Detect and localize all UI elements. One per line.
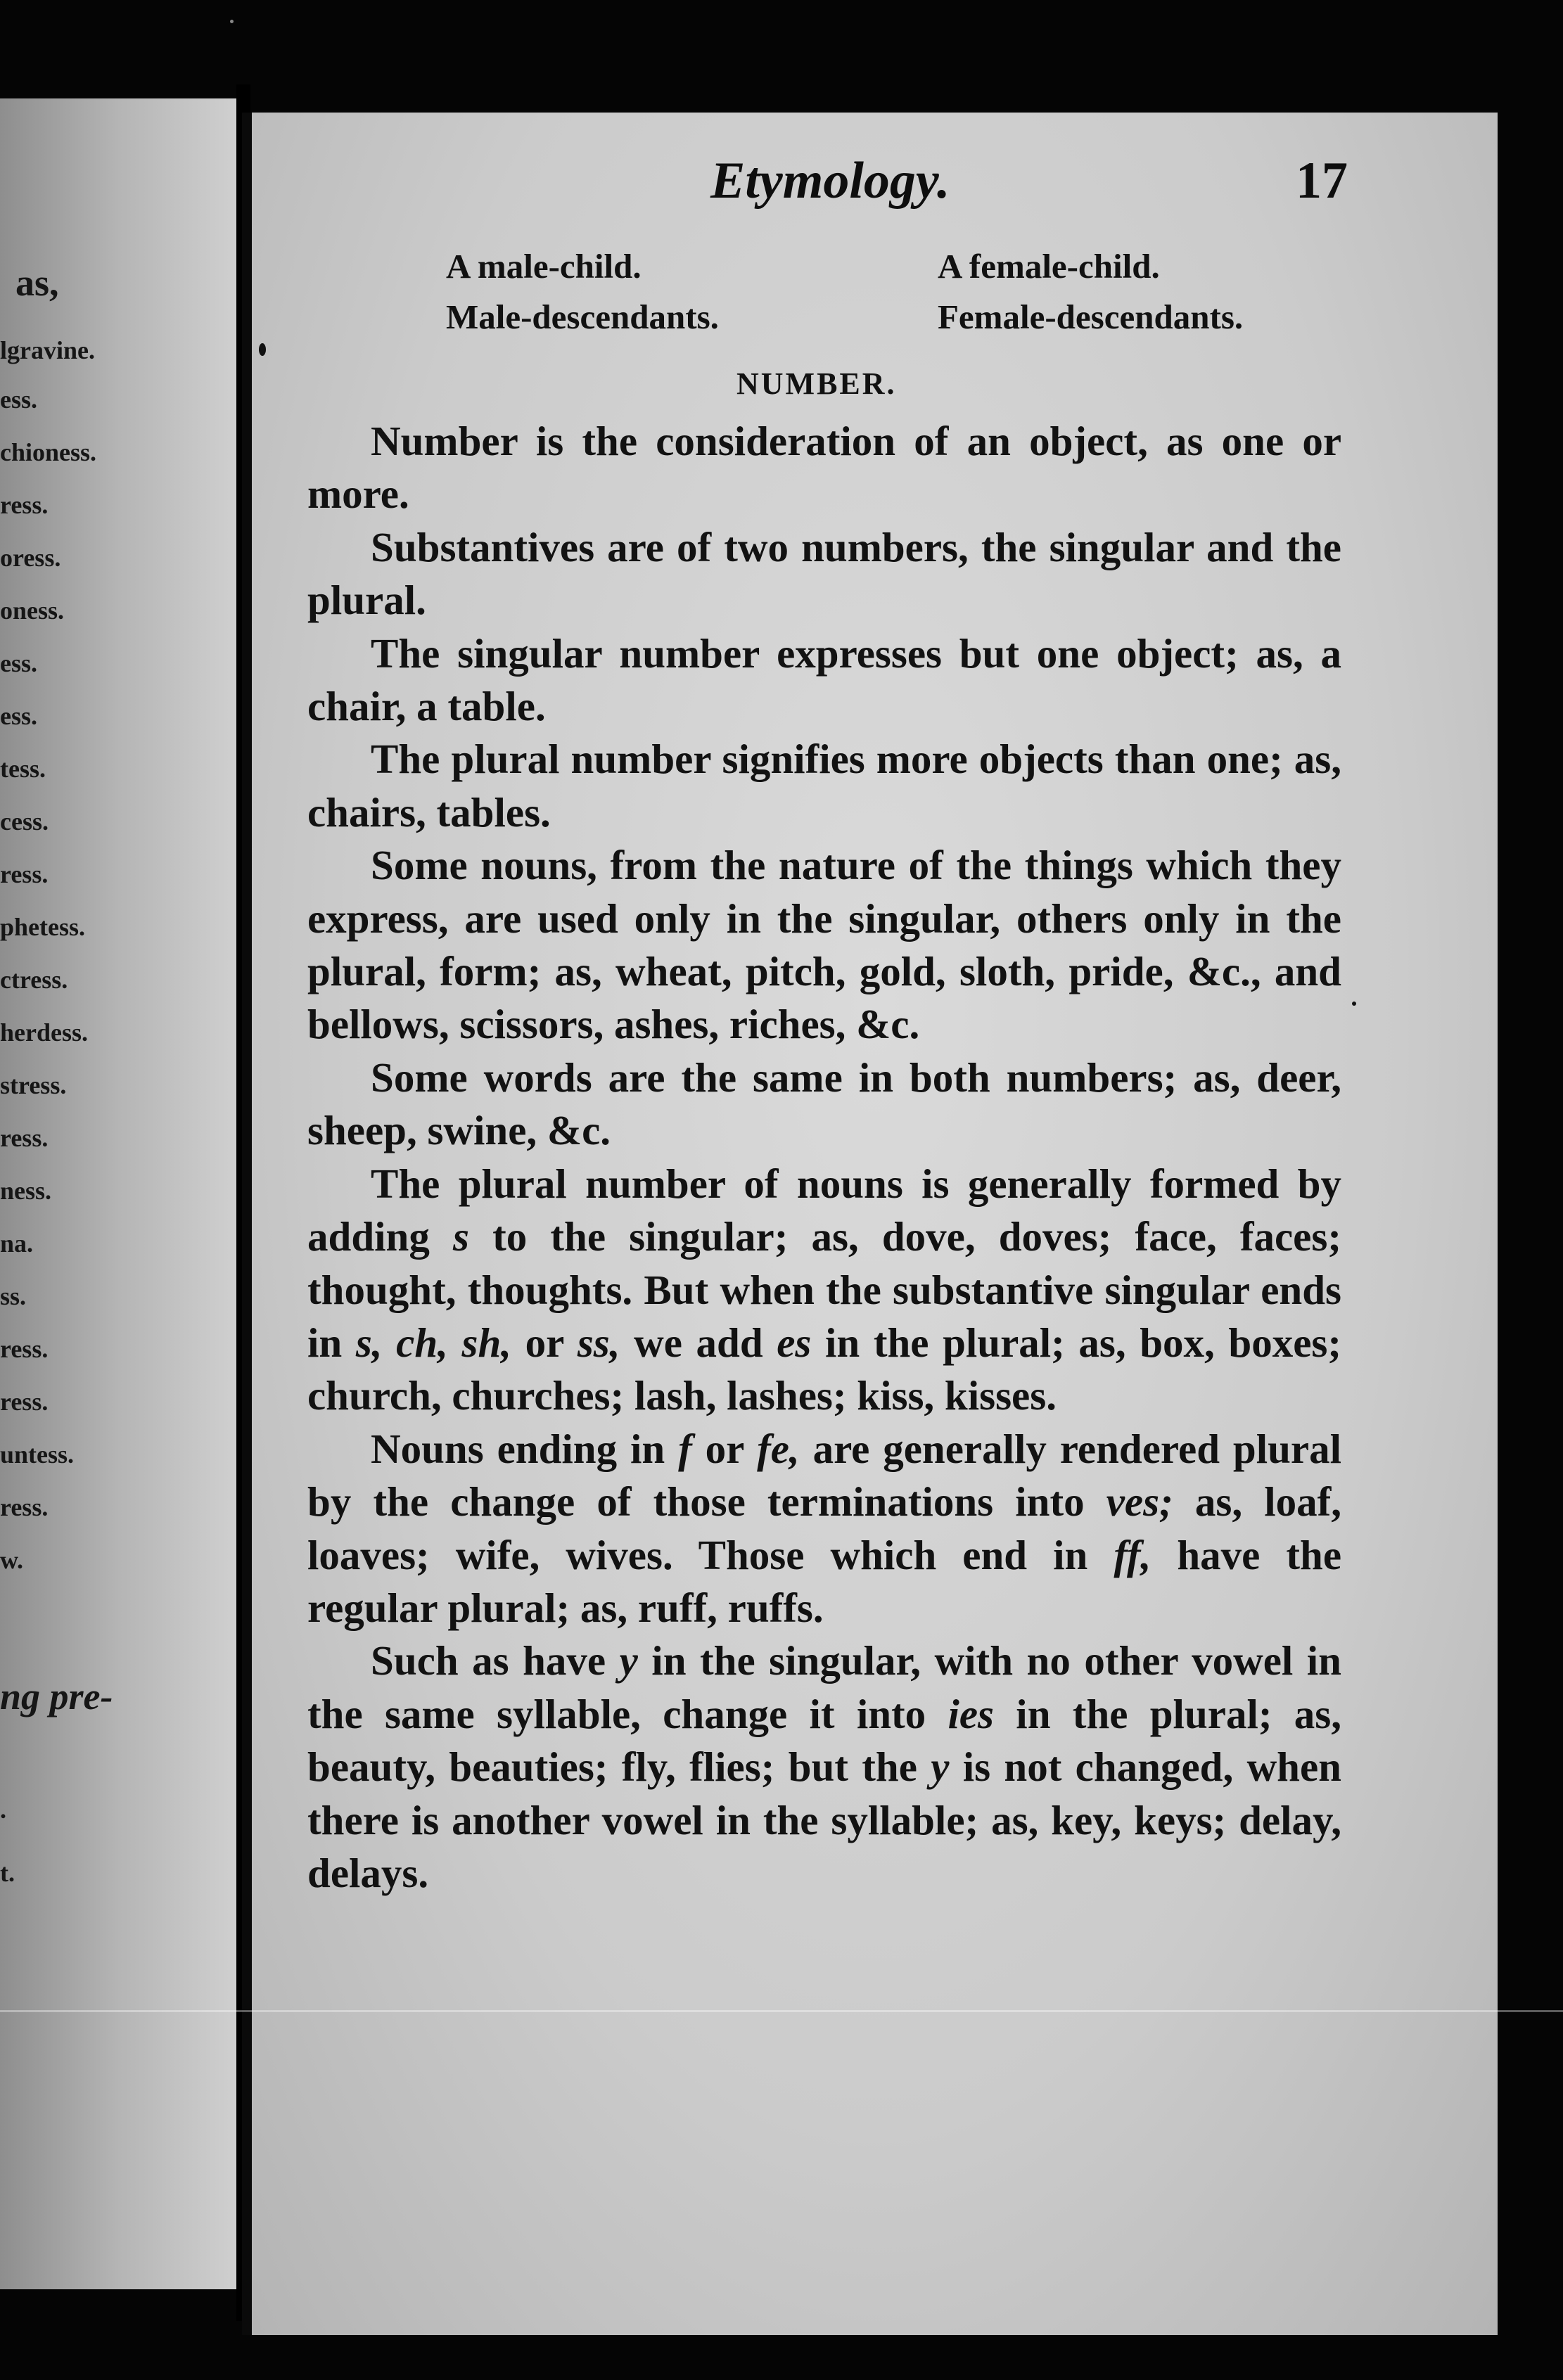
text-run: Nouns ending in [371, 1425, 679, 1472]
left-facing-page [0, 98, 239, 2289]
left-page-fragment: chioness. [0, 438, 97, 466]
text-run: Some words are the same in both numbers; as, deer, sheep, swine, &c. [307, 1054, 1341, 1154]
text-run: to the singular; as, dove, doves; face, faces; thought, thoughts. But when the substantive singular ends in [307, 1213, 1341, 1366]
left-page-fragment: w. [0, 1546, 24, 1574]
text-run: are generally rendered plural by the change of those terminations into [307, 1425, 1342, 1525]
text-run: as, loaf, loaves; wife, wives. Those which end in [307, 1478, 1341, 1578]
left-page-fragment: ctress. [0, 966, 68, 994]
italic-term: f [678, 1425, 692, 1472]
text-run: The singular number expresses but one object; as, a chair, a table. [307, 629, 1341, 730]
paragraph [307, 415, 1341, 521]
italic-term: ff, [1114, 1531, 1151, 1578]
ink-speck [259, 343, 266, 356]
left-page-fragment: ng pre- [0, 1675, 113, 1717]
left-page-fragment: oness. [0, 596, 65, 625]
left-page-fragment: ss. [0, 1282, 27, 1310]
italic-term: y [619, 1637, 638, 1684]
paragraph [307, 1634, 1341, 1900]
left-page-fragment: ess. [0, 649, 37, 677]
paragraph [307, 733, 1341, 839]
left-page-fragment: herdess. [0, 1018, 88, 1047]
ink-speck [1352, 1002, 1356, 1006]
paragraph [307, 1051, 1341, 1158]
italic-term: fe, [757, 1425, 800, 1472]
male-term: A male-child. [446, 247, 642, 286]
running-head: Etymology. [710, 152, 950, 210]
left-page-fragment: ress. [0, 491, 49, 519]
text-run: Some nouns, from the nature of the things which they express, are used only in the singular, others only in the plural, form; as, wheat, pitch, gold, sloth, pride, &c., and bellows, scissors, ashes, riches, &c. [307, 842, 1341, 1048]
page-number: 17 [1296, 152, 1348, 210]
text-run: The plural number signifies more objects than one; as, chairs, tables. [307, 736, 1341, 836]
female-term: Female-descendants. [938, 298, 1244, 336]
text-run: or [511, 1319, 578, 1366]
left-page-fragment: ress. [0, 1335, 49, 1363]
body-text [307, 415, 1341, 1900]
left-page-fragment: tess. [0, 755, 46, 783]
left-page-fragment: na. [0, 1229, 34, 1258]
male-term: Male-descendants. [446, 298, 719, 336]
left-page-fragment: untess. [0, 1440, 75, 1469]
dust-speck [230, 20, 234, 23]
text-run: or [691, 1425, 758, 1472]
text-run: we add [620, 1319, 777, 1366]
italic-term: s [452, 1213, 469, 1260]
italic-term: ves; [1106, 1478, 1173, 1525]
section-heading: NUMBER. [736, 366, 897, 401]
left-page-fragment: stress. [0, 1071, 67, 1099]
left-page-fragment: ress. [0, 860, 49, 888]
left-page-fragment: as, [15, 262, 59, 304]
left-page-fragment: . [0, 1796, 6, 1824]
italic-term: y [931, 1744, 950, 1791]
paragraph [307, 521, 1341, 627]
text-run: Such as have [371, 1637, 620, 1684]
left-page-fragment: phetess. [0, 913, 86, 941]
italic-term: ss, [577, 1319, 620, 1366]
text-run: Number is the consideration of an object, as one or more. [307, 418, 1341, 518]
left-page-fragment: ess. [0, 385, 37, 414]
text-run: in the plural; as, box, boxes; church, churches; lash, lashes; kiss, kisses. [307, 1319, 1342, 1419]
paragraph [307, 839, 1341, 1051]
paragraph [307, 1158, 1341, 1423]
paragraph [307, 627, 1341, 734]
left-page-fragment: cess. [0, 807, 49, 836]
text-run: have the regular plural; as, ruff, ruffs. [307, 1531, 1341, 1631]
italic-term: s, ch, sh, [355, 1319, 512, 1366]
left-page-fragment: ness. [0, 1177, 52, 1205]
text-run: in the singular, with no other vowel in the same syllable, change it into [307, 1637, 1341, 1737]
left-page-fragment: t. [0, 1859, 15, 1887]
left-page-fragment: lgravine. [0, 336, 95, 364]
left-page-fragment: oress. [0, 544, 61, 572]
left-page-fragment: ress. [0, 1388, 49, 1416]
italic-term: es [777, 1319, 812, 1366]
text-run: in the plural; as, beauty, beauties; fly, flies; but the [307, 1690, 1341, 1791]
left-page-fragment: ress. [0, 1124, 49, 1152]
scan-artifact-line [0, 2010, 1563, 2012]
left-page-fragment: ess. [0, 702, 37, 730]
female-term: A female-child. [938, 247, 1160, 286]
text-run: The plural number of nouns is generally formed by adding [307, 1160, 1341, 1260]
left-page-fragment: ress. [0, 1493, 49, 1521]
text-run: is not changed, when there is another vowel in the syllable; as, key, keys; delay, delays. [307, 1744, 1341, 1896]
text-run: Substantives are of two numbers, the singular and the plural. [307, 523, 1341, 624]
italic-term: ies [948, 1690, 995, 1737]
paragraph [307, 1423, 1341, 1635]
